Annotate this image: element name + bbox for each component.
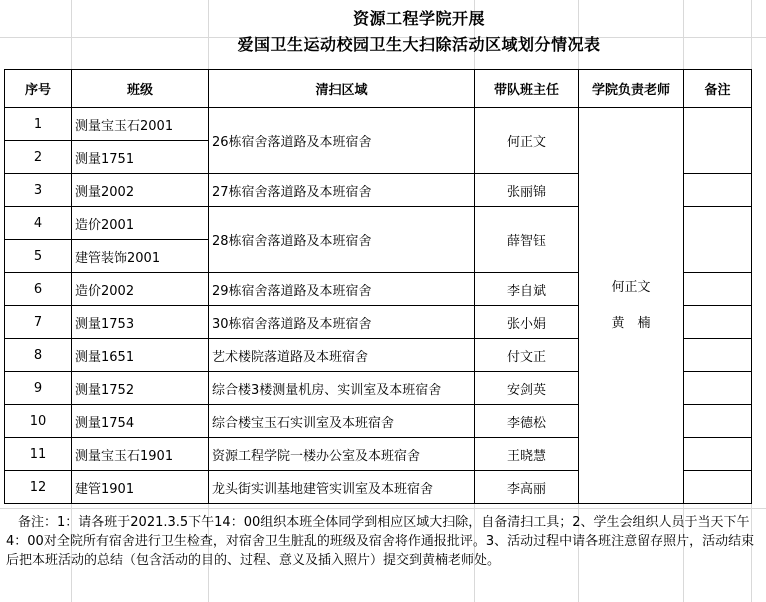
header-remark: 备注 xyxy=(684,70,752,108)
row-class: 测量宝玉石2001 xyxy=(72,108,209,141)
title-line-2: 爱国卫生运动校园卫生大扫除活动区域划分情况表 xyxy=(237,35,601,54)
row-area: 综合楼3楼测量机房、实训室及本班宿舍 xyxy=(209,372,475,405)
row-remark xyxy=(684,405,752,438)
row-class: 测量1752 xyxy=(72,372,209,405)
row-index: 3 xyxy=(5,174,72,207)
row-area: 资源工程学院一楼办公室及本班宿舍 xyxy=(209,438,475,471)
row-remark xyxy=(684,207,752,273)
row-head-teacher: 李德松 xyxy=(475,405,579,438)
row-class: 建管1901 xyxy=(72,471,209,504)
row-remark xyxy=(684,372,752,405)
header-class: 班级 xyxy=(72,70,209,108)
row-area: 综合楼宝玉石实训室及本班宿舍 xyxy=(209,405,475,438)
header-area: 清扫区域 xyxy=(209,70,475,108)
row-head-teacher: 安剑英 xyxy=(475,372,579,405)
row-head-teacher: 李自斌 xyxy=(475,273,579,306)
gridline xyxy=(0,508,766,509)
row-class: 建管装饰2001 xyxy=(72,240,209,273)
row-remark xyxy=(684,108,752,174)
row-index: 11 xyxy=(5,438,72,471)
row-head-teacher: 王晓慧 xyxy=(475,438,579,471)
schedule-table xyxy=(4,69,752,504)
remark-note: 备注：1：请各班于2021.3.5下午14：00组织本班全体同学到相应区域大扫除，自备清扫工具；2、学生会组织人员于当天下午4：00对全院所有宿舍进行卫生检查，对宿舍卫生脏乱的班级及宿舍将作通报批评。3、活动过程中请各班注意留存照片，活动结束后把本班活动的总结（包含活动的目的、过程、意义及插入照片）提交到黄楠老师处。 xyxy=(6,515,755,568)
row-head-teacher: 李高丽 xyxy=(475,471,579,504)
row-index: 2 xyxy=(5,141,72,174)
row-area: 26栋宿舍落道路及本班宿舍 xyxy=(209,108,475,174)
row-index: 7 xyxy=(5,306,72,339)
title-line-1: 资源工程学院开展 xyxy=(352,9,485,28)
title-block xyxy=(72,6,766,58)
row-index: 5 xyxy=(5,240,72,273)
row-head-teacher: 张小娟 xyxy=(475,306,579,339)
row-area: 29栋宿舍落道路及本班宿舍 xyxy=(209,273,475,306)
row-index: 9 xyxy=(5,372,72,405)
row-class: 测量1651 xyxy=(72,339,209,372)
row-area: 30栋宿舍落道路及本班宿舍 xyxy=(209,306,475,339)
row-head-teacher: 张丽锦 xyxy=(475,174,579,207)
row-area: 27栋宿舍落道路及本班宿舍 xyxy=(209,174,475,207)
row-class: 测量1751 xyxy=(72,141,209,174)
header-head-teacher: 带队班主任 xyxy=(475,70,579,108)
row-head-teacher: 付文正 xyxy=(475,339,579,372)
row-index: 1 xyxy=(5,108,72,141)
college-teacher-cell xyxy=(579,108,684,504)
header-college-teacher: 学院负责老师 xyxy=(579,70,684,108)
table-row xyxy=(5,108,752,141)
row-remark xyxy=(684,438,752,471)
row-remark xyxy=(684,174,752,207)
row-class: 造价2002 xyxy=(72,273,209,306)
row-area: 28栋宿舍落道路及本班宿舍 xyxy=(209,207,475,273)
college-teacher-1: 何正文 xyxy=(611,279,651,295)
row-index: 6 xyxy=(5,273,72,306)
row-class: 测量宝玉石1901 xyxy=(72,438,209,471)
header-row xyxy=(5,70,752,108)
header-index: 序号 xyxy=(5,70,72,108)
row-class: 测量1753 xyxy=(72,306,209,339)
row-index: 4 xyxy=(5,207,72,240)
row-class: 测量2002 xyxy=(72,174,209,207)
row-head-teacher: 薛智钰 xyxy=(475,207,579,273)
row-area: 艺术楼院落道路及本班宿舍 xyxy=(209,339,475,372)
row-remark xyxy=(684,339,752,372)
row-index: 10 xyxy=(5,405,72,438)
row-remark xyxy=(684,471,752,504)
row-class: 测量1754 xyxy=(72,405,209,438)
college-teacher-2: 黄 楠 xyxy=(611,315,651,331)
row-remark xyxy=(684,273,752,306)
row-index: 8 xyxy=(5,339,72,372)
row-area: 龙头街实训基地建管实训室及本班宿舍 xyxy=(209,471,475,504)
row-remark xyxy=(684,306,752,339)
row-index: 12 xyxy=(5,471,72,504)
row-head-teacher: 何正文 xyxy=(475,108,579,174)
row-class: 造价2001 xyxy=(72,207,209,240)
